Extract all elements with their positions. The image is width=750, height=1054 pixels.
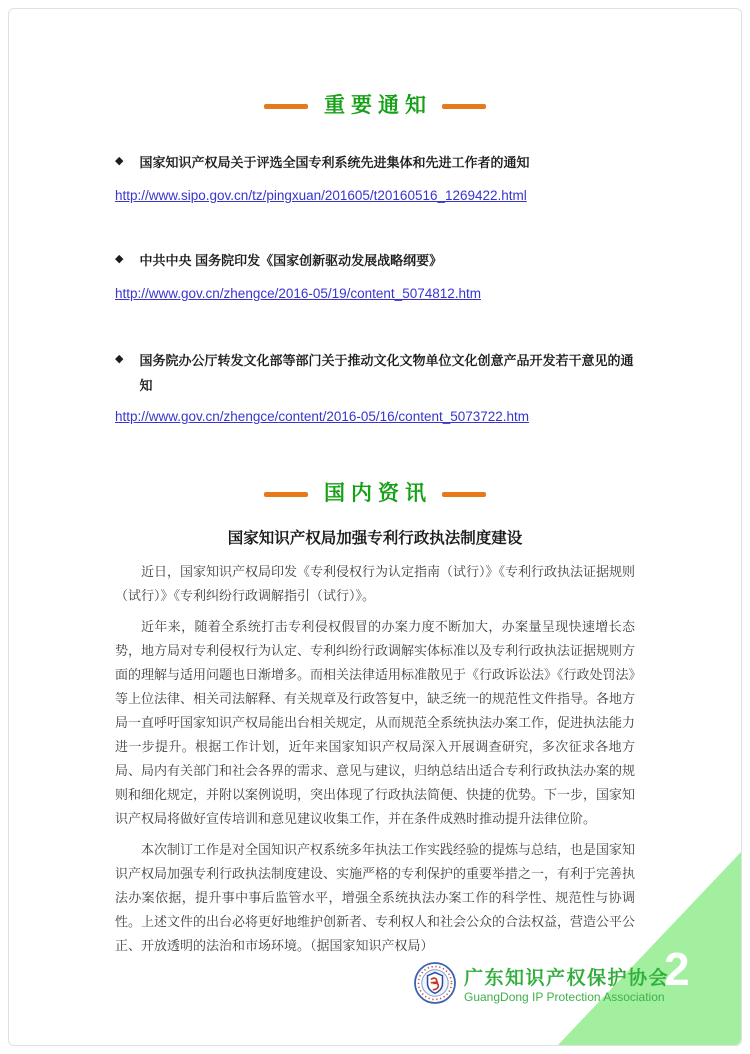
notice-title-text: 国家知识产权局关于评选全国专利系统先进集体和先进工作者的通知: [139, 155, 530, 170]
article-paragraph: 本次制订工作是对全国知识产权系统多年执法工作实践经验的提炼与总结，也是国家知识产权局加强专利行政执法制度建设、实施严格的专利保护的重要举措之一，有利于完善执法办案依据，提升事中事后监管水平，增强全系统执法办案工作的科学性、规范性与协调性。上述文件的出台必将更好地维护创新者、专利权人和社会公众的合法权益，营造公平公正、开放透明的法治和市场环境。（据国家知识产权局）: [115, 842, 636, 953]
article-body: [115, 560, 635, 965]
header-dash-icon: [442, 104, 486, 109]
diamond-bullet-icon: ◆: [115, 353, 124, 365]
org-name-english: GuangDong IP Protection Association: [464, 989, 665, 1004]
notice-link[interactable]: http://www.sipo.gov.cn/tz/pingxuan/201605/t20160516_1269422.html: [115, 188, 527, 203]
section-title: 重要通知: [324, 94, 432, 117]
notice-item: [115, 150, 637, 175]
section-title: 国内资讯: [324, 482, 432, 505]
notice-item: [115, 248, 637, 273]
diamond-bullet-icon: ◆: [115, 155, 124, 167]
article-paragraph: 近年来，随着全系统打击专利侵权假冒的办案力度不断加大，办案量呈现快速增长态势，地方局对专利侵权行为认定、专利纠纷行政调解实体标准以及专利行政执法证据规则方面的理解与适用问题也日渐增多。而相关法律适用标准散见于《行政诉讼法》《行政处罚法》等上位法律、相关司法解释、有关规章及行政答复中，缺乏统一的规范性文件指导。各地方局一直呼吁国家知识产权局能出台相关规定，从而规范全系统执法办案工作，促进执法能力进一步提升。根据工作计划，近年来国家知识产权局深入开展调查研究，多次征求各地方局、局内有关部门和社会各界的需求、意见与建议，归纳总结出适合专利行政执法办案的规则和细化规定，并附以案例说明，突出体现了行政执法简便、快捷的优势。下一步，国家知识产权局将做好宣传培训和意见建议收集工作，并在条件成熟时推动提升法律位阶。: [115, 619, 636, 826]
page-number: 2: [664, 943, 690, 995]
notice-link[interactable]: http://www.gov.cn/zhengce/2016-05/19/content_5074812.htm: [115, 286, 482, 301]
article-paragraph: 近日，国家知识产权局印发《专利侵权行为认定指南（试行）》《专利行政执法证据规则（试行）》《专利纠纷行政调解指引（试行）》。: [115, 564, 636, 603]
diamond-bullet-icon: ◆: [115, 253, 124, 265]
section-header-notices: [0, 93, 750, 119]
header-dash-icon: [442, 492, 486, 497]
section-header-news: [0, 481, 750, 507]
org-name-chinese: 广东知识产权保护协会: [464, 967, 670, 989]
header-dash-icon: [264, 104, 308, 109]
notice-link[interactable]: http://www.gov.cn/zhengce/content/2016-05/16/content_5073722.htm: [115, 409, 530, 424]
association-seal-icon: [414, 962, 456, 1009]
notice-item: [115, 348, 637, 398]
notice-title-text: 国务院办公厅转发文化部等部门关于推动文化文物单位文化创意产品开发若干意见的通知: [139, 353, 634, 393]
footer-organization: [414, 962, 669, 1009]
article-title: 国家知识产权局加强专利行政执法制度建设: [227, 530, 523, 547]
header-dash-icon: [264, 492, 308, 497]
notice-title-text: 中共中央 国务院印发《国家创新驱动发展战略纲要》: [139, 253, 443, 268]
